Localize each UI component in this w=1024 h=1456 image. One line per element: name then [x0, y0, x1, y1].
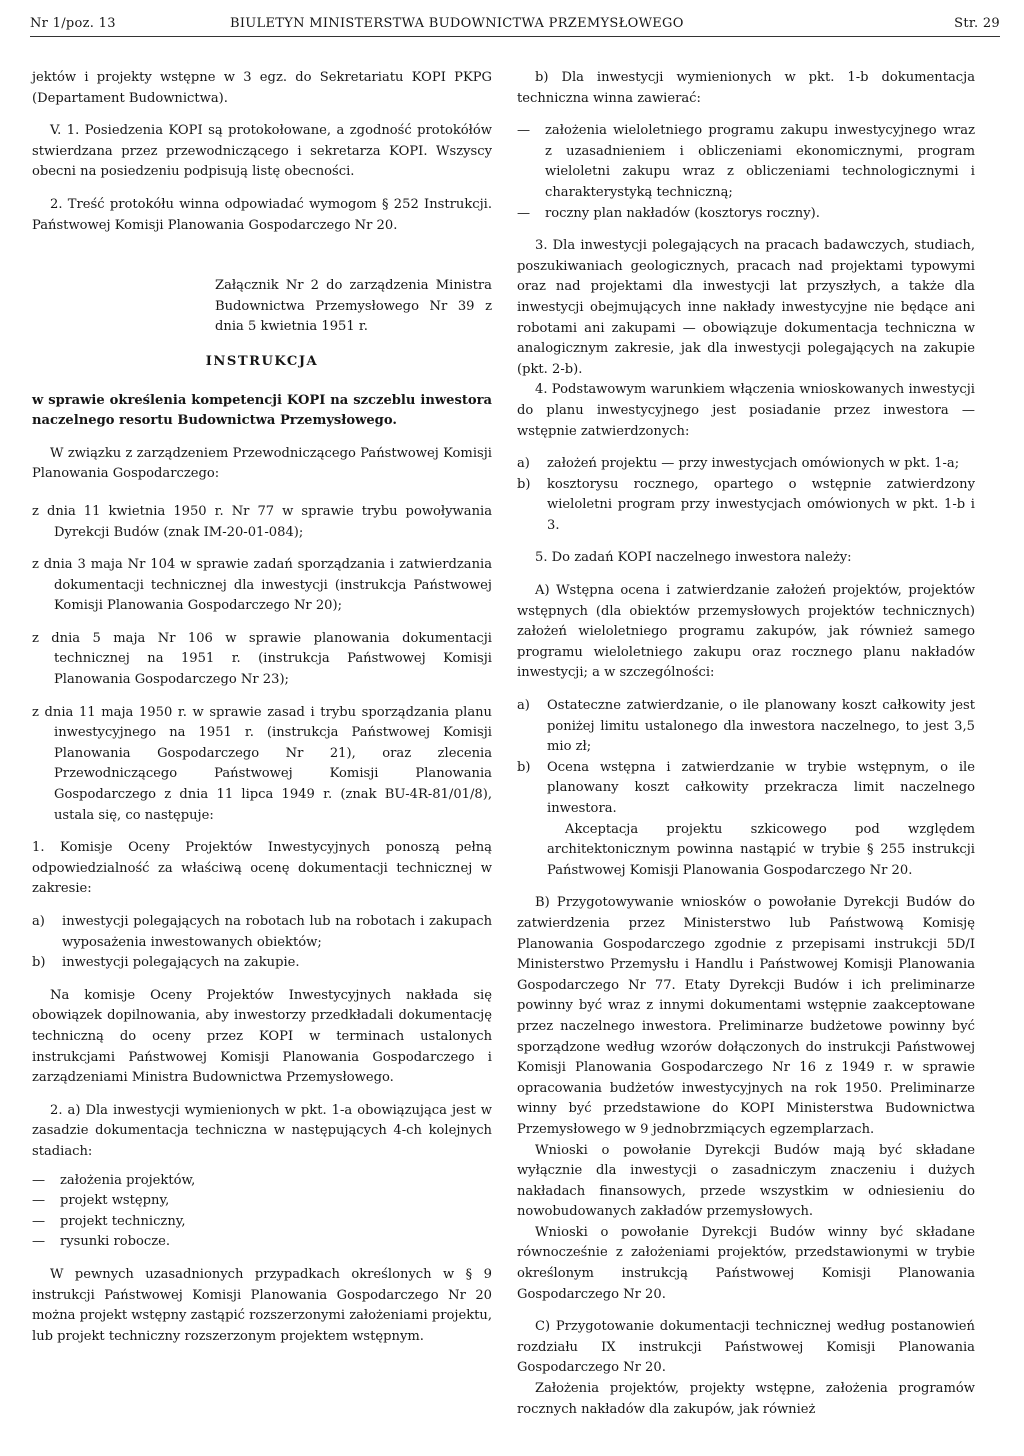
intro-paragraph: W związku z zarządzeniem Przewodniczącego Państwowej Komisji Planowania Gospodarczego: — [32, 445, 492, 482]
list-text: założeń projektu — przy inwestycjach omówionych w pkt. 1-a; — [547, 456, 960, 472]
list-label: b) — [517, 476, 531, 492]
list-text: rysunki robocze. — [60, 1234, 171, 1250]
header-page-number: Str. 29 — [954, 16, 1000, 31]
page-header — [30, 14, 1000, 38]
list-item — [517, 454, 975, 475]
regulation-reference-1: z dnia 11 kwietnia 1950 r. Nr 77 w sprawie trybu powoływania Dyrekcji Budów (znak IM-20-01-084); — [32, 503, 492, 540]
paragraph-architectural-acceptance: Akceptacja projektu szkicowego pod względem architektonicznym powinna nastąpić w trybie § 255 instrukcji Państwowej Komisji Planowania Gospodarczego Nr 20. — [547, 821, 975, 878]
list-text: projekt techniczny, — [60, 1213, 186, 1229]
list-item — [32, 1171, 492, 1192]
paragraph-point-3: 3. Dla inwestycji polegających na pracach badawczych, studiach, poszukiwaniach geologicznych, pracach nad projektami typowymi oraz nad projektami dla inwestycji lat przyszłych, a także dla inwestycji obejmujących inne nakłady inwestycyjne nie będące ani robotami ani zakupami — obowiązuje dokumentacja techniczna w analogicznym zakresie, jak dla inwestycji polegających na zakupie (pkt. 2-b). — [517, 238, 975, 377]
paragraph-section-c: C) Przygotowanie dokumentacji technicznej według postanowień rozdziału IX instrukcji Państwowej Komisji Planowania Gospodarczego Nr 20. — [517, 1319, 975, 1376]
list-label: a) — [517, 698, 530, 714]
regulation-reference-4: z dnia 11 maja 1950 r. w sprawie zasad i trybu sporządzania planu inwestycyjnego na 1951 r. (instrukcja Państwowej Komisji Planowania Gospodarczego Nr 21), oraz zlecenia Przewodniczącego Państwowej Komisji Planowania Gospodarczego z dnia 11 lipca 1949 r. (znak BU-4R-81/01/8), ustala się, co następuje: — [32, 704, 492, 823]
list-text: inwestycji polegających na robotach lub na robotach i zakupach wyposażenia inwestowanych obiektów; — [62, 914, 492, 950]
list-label: b) — [32, 955, 46, 971]
list-label: a) — [517, 456, 530, 472]
list-item — [517, 121, 975, 203]
dash-marker: — — [517, 205, 531, 221]
paragraph-point-1: 1. Komisje Oceny Projektów Inwestycyjnych ponoszą pełną odpowiedzialność za właściwą ocenę dokumentacji technicznej w zakresie: — [32, 840, 492, 897]
paragraph-continuation-end: Założenia projektów, projekty wstępne, założenia programów rocznych nakładów dla zakupów, jak również — [517, 1381, 975, 1417]
list-item — [517, 475, 975, 537]
paragraph-point-2b: b) Dla inwestycji wymienionych w pkt. 1-b dokumentacja techniczna winna zawierać: — [517, 70, 975, 106]
header-rule — [30, 36, 1000, 37]
list-text: projekt wstępny, — [60, 1193, 170, 1209]
list-item — [517, 758, 975, 820]
paragraph-section-a: A) Wstępna ocena i zatwierdzanie założeń projektów, projektów wstępnych (dla obiektów przemysłowych projektów technicznych) założeń wieloletniego programu zakupów, jak również samego programu wieloletniego zakupu oraz rocznego planu nakładów inwestycji; a w szczególności: — [517, 583, 975, 681]
paragraph-obligation: Na komisje Oceny Projektów Inwestycyjnych nakłada się obowiązek dopilnowania, aby inwestorzy przedkładali dokumentację techniczną do oceny przez KOPI w terminach ustalonych instrukcjami Państwowej Komisji Planowania Gospodarczego i zarządzeniami Ministra Budownictwa Przemysłowego. — [32, 987, 492, 1086]
list-item — [32, 912, 492, 953]
dash-marker: — — [517, 123, 531, 139]
document-subtitle: w sprawie określenia kompetencji KOPI na szczeblu inwestora naczelnego resortu Budownictwa Przemysłowego. — [32, 392, 492, 429]
list-item — [517, 204, 975, 225]
annex-note: Załącznik Nr 2 do zarządzenia Ministra Budownictwa Przemysłowego Nr 39 z dnia 5 kwietnia 1951 r. — [215, 278, 492, 335]
paragraph-construction-directorates: Wnioski o powołanie Dyrekcji Budów mają być składane wyłącznie dla inwestycji o zasadniczym znaczeniu i dużych nakładach finansowych, przede wszystkim w odniesieniu do nowobudowanych zakładów przemysłowych. — [517, 1142, 975, 1220]
dash-marker: — — [32, 1234, 46, 1250]
header-publication-title: BIULETYN MINISTERSTWA BUDOWNICTWA PRZEMYSŁOWEGO — [230, 16, 684, 31]
header-issue-number: Nr 1/poz. 13 — [30, 16, 116, 31]
list-text: Ocena wstępna i zatwierdzanie w trybie wstępnym, o ile planowany koszt całkowity przekracza limit naczelnego inwestora. — [547, 759, 975, 816]
right-column — [517, 68, 975, 1420]
paragraph-point-4: 4. Podstawowym warunkiem włączenia wnioskowanych inwestycji do planu inwestycyjnego jest posiadanie przez inwestora — wstępnie zatwierdzonych: — [517, 382, 975, 439]
list-text: Ostateczne zatwierdzanie, o ile planowany koszt całkowity jest poniżej limitu ustalonego dla inwestora naczelnego, to jest 3,5 mio zł; — [547, 698, 975, 755]
paragraph-point-2a: 2. a) Dla inwestycji wymienionych w pkt. 1-a obowiązująca jest w zasadzie dokumentacja techniczna w następujących 4-ch kolejnych stadiach: — [32, 1102, 492, 1159]
list-item — [32, 953, 492, 974]
regulation-reference-2: z dnia 3 maja Nr 104 w sprawie zadań sporządzania i zatwierdzania dokumentacji technicznej dla inwestycji (instrukcja Państwowej Komisji Planowania Gospodarczego Nr 20); — [32, 557, 492, 614]
list-text: założenia wieloletniego programu zakupu inwestycyjnego wraz z uzasadnieniem i obliczeniami ekonomicznymi, program wieloletni zakupu wraz z obliczeniami technologicznymi i charakterystyką techniczną; — [545, 123, 975, 200]
paragraph-section-v-2: 2. Treść protokółu winna odpowiadać wymogom § 252 Instrukcji. Państwowej Komisji Planowania Gospodarczego Nr 20. — [32, 196, 492, 233]
dash-marker: — — [32, 1213, 46, 1229]
dash-list — [32, 1171, 492, 1253]
list-item — [32, 1191, 492, 1212]
paragraph-section-v-1: V. 1. Posiedzenia KOPI są protokołowane, a zgodność protokółów stwierdzana przez przewodniczącego i sekretarza KOPI. Wszyscy obecni na posiedzeniu podpisują listę obecności. — [32, 123, 492, 180]
list-item — [32, 1232, 492, 1253]
list-label: b) — [517, 759, 531, 775]
dash-list — [517, 121, 975, 224]
left-column — [32, 68, 492, 1347]
paragraph-continuation: jektów i projekty wstępne w 3 egz. do Sekretariatu KOPI PKPG (Departament Budownictwa). — [32, 70, 492, 106]
dash-marker: — — [32, 1193, 46, 1209]
list-text: założenia projektów, — [60, 1172, 196, 1188]
paragraph-application-timing: Wnioski o powołanie Dyrekcji Budów winny być składane równocześnie z założeniami projektów, przedstawionymi w trybie określonym instrukcją Państwowej Komisji Planowania Gospodarczego Nr 20. — [517, 1224, 975, 1302]
list-text: kosztorysu rocznego, opartego o wstępnie zatwierdzony wieloletni program przy inwestycjach omówionych w pkt. 1-b i 3. — [547, 476, 975, 533]
list-text: inwestycji polegających na zakupie. — [62, 955, 300, 971]
paragraph-exceptions: W pewnych uzasadnionych przypadkach określonych w § 9 instrukcji Państwowej Komisji Planowania Gospodarczego Nr 20 można projekt wstępny zastąpić rozszerzonymi założeniami projektu, lub projekt techniczny rozszerzonym projektem wstępnym. — [32, 1266, 493, 1344]
dash-marker: — — [32, 1172, 46, 1188]
document-title: INSTRUKCJA — [205, 353, 319, 369]
list-item — [517, 696, 975, 758]
regulation-reference-3: z dnia 5 maja Nr 106 w sprawie planowania dokumentacji technicznej na 1951 r. (instrukcja Państwowej Komisji Planowania Gospodarczego Nr 23); — [32, 630, 492, 688]
list-label: a) — [32, 914, 45, 929]
paragraph-section-b: B) Przygotowywanie wniosków o powołanie Dyrekcji Budów do zatwierdzenia przez Ministerstwo lub Państwową Komisję Planowania Gospodarczego zgodnie z przepisami instrukcji 5D/I Ministerstwo Przemysłu i Handlu i Państwowej Komisji Planowania Gospodarczego Nr 77. Etaty Dyrekcji Budów i ich preliminarze powinny być wraz z innymi dokumentami wstępnie zaakceptowane przez naczelnego inwestora. Preliminarze budżetowe powinny być sporządzone według wzorów dołączonych do instrukcji Państwowej Komisji Planowania Gospodarczego Nr 16 z 1949 r. w sprawie opracowania budżetów inwestycyjnych na rok 1950. Preliminarze winny być przedstawione do KOPI Ministerstwa Budownictwa Przemysłowego w 9 jednobrzmiących egzemplarzach. — [517, 895, 975, 1137]
list-item — [32, 1212, 492, 1233]
list-text: roczny plan nakładów (kosztorys roczny). — [545, 205, 820, 221]
paragraph-point-5: 5. Do zadań KOPI naczelnego inwestora należy: — [535, 550, 852, 566]
